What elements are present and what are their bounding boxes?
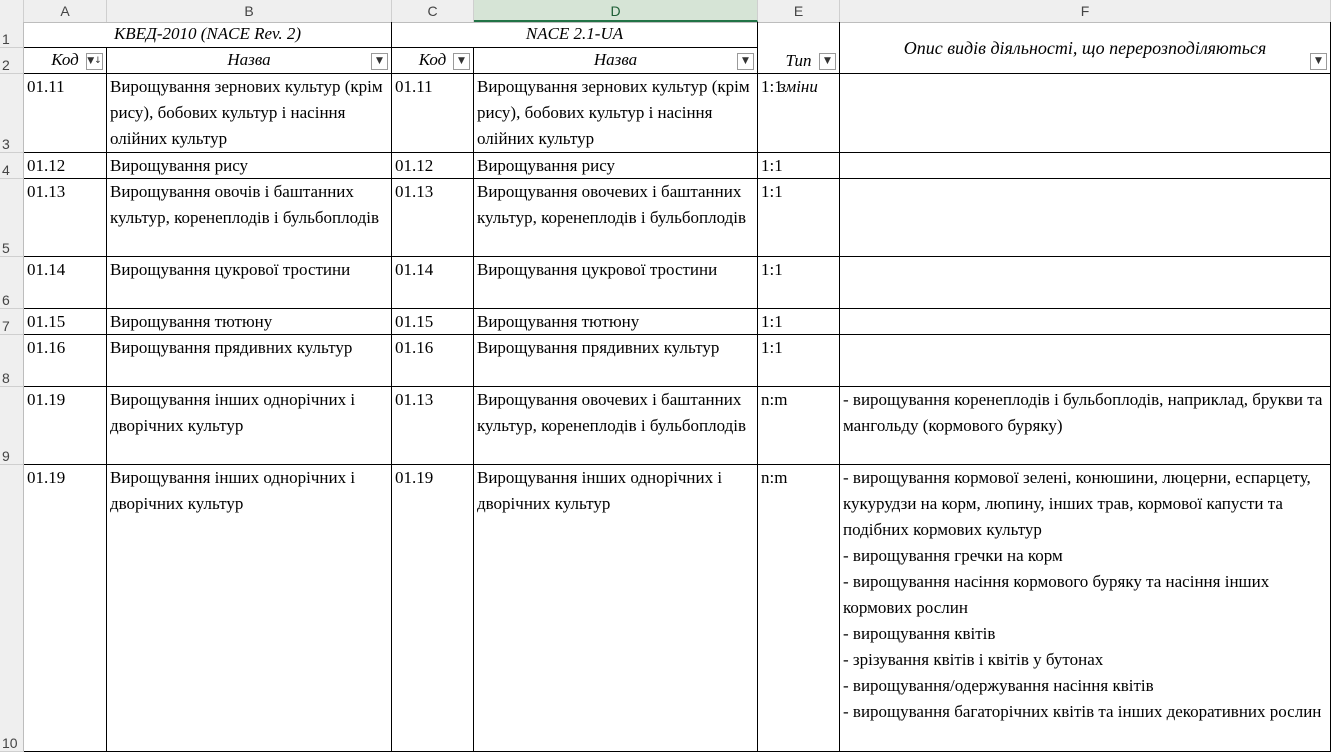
cell-name-kved[interactable]: Вирощування рису (107, 153, 392, 179)
cell-description[interactable] (840, 179, 1331, 257)
cell-code-kved[interactable]: 01.16 (24, 335, 107, 387)
cell-name-nace[interactable]: Вирощування овочевих і баштанних культур, коренеплодів і бульбоплодів (474, 179, 758, 257)
cell-name-nace[interactable]: Вирощування цукрової тростини (474, 257, 758, 309)
filter-dropdown-icon[interactable]: ▼ (819, 53, 836, 70)
column-header-d[interactable]: D (474, 0, 758, 22)
cell-name-nace[interactable]: Вирощування овочевих і баштанних культур, коренеплодів і бульбоплодів (474, 387, 758, 465)
row-header-3[interactable]: 3 (0, 74, 24, 153)
row-header-8[interactable]: 8 (0, 335, 24, 387)
filter-dropdown-icon[interactable]: ▼ (1310, 53, 1327, 70)
cell-code-kved[interactable]: 01.19 (24, 465, 107, 752)
cell-change-type[interactable]: 1:1 (758, 74, 840, 153)
row-header-7[interactable]: 7 (0, 309, 24, 335)
cell-description[interactable] (840, 257, 1331, 309)
cell-change-type[interactable]: 1:1 (758, 179, 840, 257)
header-name-label: Назва (227, 50, 271, 69)
cell-code-nace[interactable]: 01.13 (392, 179, 474, 257)
cell-change-type[interactable]: 1:1 (758, 257, 840, 309)
cell-name-kved[interactable]: Вирощування прядивних культур (107, 335, 392, 387)
header-code-label: Код (418, 50, 447, 69)
cell-code-kved[interactable]: 01.19 (24, 387, 107, 465)
header-name-kved[interactable] (107, 48, 392, 74)
header-code-label: Код (51, 50, 79, 69)
cell-description[interactable] (840, 335, 1331, 387)
cell-change-type[interactable]: 1:1 (758, 309, 840, 335)
header-name-nace[interactable] (474, 48, 758, 74)
cell-code-kved[interactable]: 01.12 (24, 153, 107, 179)
header-name-label: Назва (593, 50, 638, 69)
row-header-10[interactable]: 10 (0, 465, 24, 752)
cell-name-kved[interactable]: Вирощування овочів і баштанних культур, коренеплодів і бульбоплодів (107, 179, 392, 257)
cell-name-kved[interactable]: Вирощування інших однорічних і дворічних культур (107, 387, 392, 465)
cell-change-type[interactable]: n:m (758, 465, 840, 752)
cell-code-nace[interactable]: 01.19 (392, 465, 474, 752)
cell-code-nace[interactable]: 01.14 (392, 257, 474, 309)
cell-code-nace[interactable]: 01.16 (392, 335, 474, 387)
cell-name-kved[interactable]: Вирощування інших однорічних і дворічних культур (107, 465, 392, 752)
sort-filter-icon[interactable]: ▼↓ (86, 53, 103, 70)
cell-name-nace[interactable]: Вирощування зернових культур (крім рису), бобових культур і насіння олійних культур (474, 74, 758, 153)
header-description-label: Опис видів діяльності, що перерозподіляються (903, 38, 1267, 58)
header-change-type-label: Тип зміни (779, 51, 818, 96)
cell-code-kved[interactable]: 01.11 (24, 74, 107, 153)
cell-code-nace[interactable]: 01.11 (392, 74, 474, 153)
column-header-f[interactable]: F (840, 0, 1331, 22)
row-header-1[interactable]: 1 (0, 22, 24, 48)
filter-dropdown-icon[interactable]: ▼ (737, 53, 754, 70)
cell-code-kved[interactable]: 01.13 (24, 179, 107, 257)
filter-dropdown-icon[interactable]: ▼ (371, 53, 388, 70)
cell-description[interactable]: - вирощування кормової зелені, конюшини, люцерни, еспарцету, кукурудзи на корм, люпину, інших трав, кормової капусти та подібних кормових культур - вирощування гречки на корм - вирощування насіння кормового буряку та насіння інших кормових рослин - вирощування квітів - зрізування квітів і квітів у бутонах - вирощування/одержування насіння квітів - вирощування багаторічних квітів та інших декоративних рослин (840, 465, 1331, 752)
header-nace-21[interactable]: NACE 2.1-UA (392, 22, 758, 48)
header-description[interactable] (840, 22, 1331, 74)
cell-description[interactable]: - вирощування коренеплодів і бульбоплодів, наприклад, брукви та мангольду (кормового буряку) (840, 387, 1331, 465)
cell-name-nace[interactable]: Вирощування прядивних культур (474, 335, 758, 387)
row-header-2[interactable]: 2 (0, 48, 24, 74)
cell-name-nace[interactable]: Вирощування тютюну (474, 309, 758, 335)
row-header-5[interactable]: 5 (0, 179, 24, 257)
filter-dropdown-icon[interactable]: ▼ (453, 53, 470, 70)
cell-name-kved[interactable]: Вирощування тютюну (107, 309, 392, 335)
header-kved-2010[interactable]: КВЕД-2010 (NACE Rev. 2) (24, 22, 392, 48)
cell-change-type[interactable]: 1:1 (758, 153, 840, 179)
cell-code-kved[interactable]: 01.15 (24, 309, 107, 335)
cell-name-kved[interactable]: Вирощування зернових культур (крім рису), бобових культур і насіння олійних культур (107, 74, 392, 153)
cell-description[interactable] (840, 309, 1331, 335)
column-header-b[interactable]: B (107, 0, 392, 22)
cell-name-nace[interactable]: Вирощування рису (474, 153, 758, 179)
column-header-c[interactable]: C (392, 0, 474, 22)
row-header-4[interactable]: 4 (0, 153, 24, 179)
row-header-6[interactable]: 6 (0, 257, 24, 309)
cell-code-kved[interactable]: 01.14 (24, 257, 107, 309)
header-code-nace[interactable] (392, 48, 474, 74)
cell-code-nace[interactable]: 01.15 (392, 309, 474, 335)
header-code-kved[interactable] (24, 48, 107, 74)
column-header-bar (0, 0, 1331, 23)
cell-code-nace[interactable]: 01.12 (392, 153, 474, 179)
cell-description[interactable] (840, 153, 1331, 179)
cell-change-type[interactable]: 1:1 (758, 335, 840, 387)
row-header-9[interactable]: 9 (0, 387, 24, 465)
select-all-corner[interactable] (0, 0, 24, 22)
cell-change-type[interactable]: n:m (758, 387, 840, 465)
cell-code-nace[interactable]: 01.13 (392, 387, 474, 465)
cell-name-nace[interactable]: Вирощування інших однорічних і дворічних культур (474, 465, 758, 752)
column-header-e[interactable]: E (758, 0, 840, 22)
cell-name-kved[interactable]: Вирощування цукрової тростини (107, 257, 392, 309)
column-header-a[interactable]: A (24, 0, 107, 22)
cell-description[interactable] (840, 74, 1331, 153)
